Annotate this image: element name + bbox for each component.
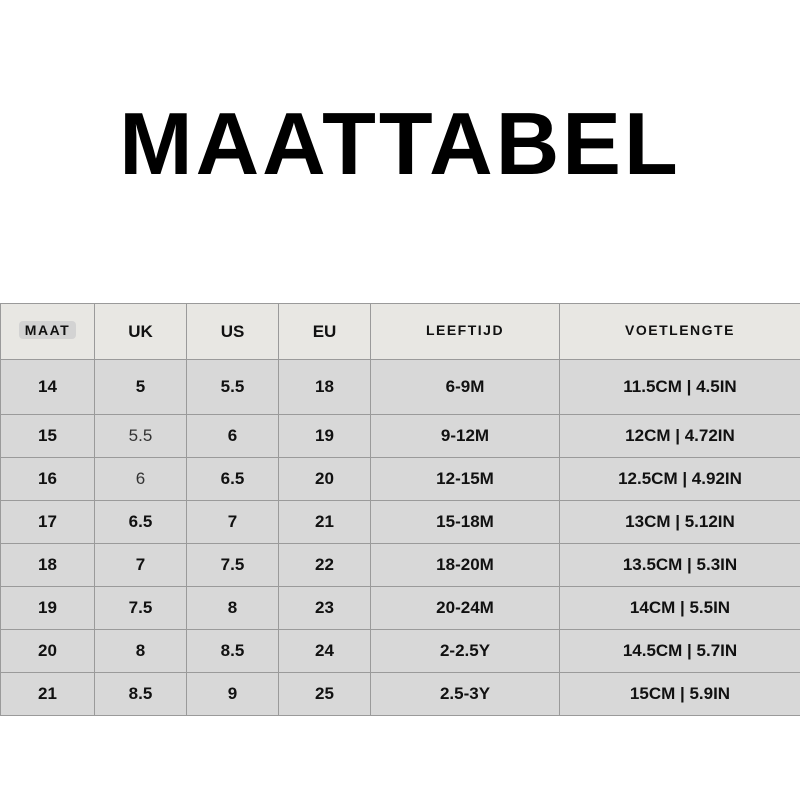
cell-us: 6.5 xyxy=(187,458,279,501)
cell-uk: 7.5 xyxy=(95,587,187,630)
cell-maat: 15 xyxy=(1,415,95,458)
table-row xyxy=(1,458,800,501)
table-row xyxy=(1,630,800,673)
cell-eu: 22 xyxy=(279,544,371,587)
table-header-row xyxy=(1,304,800,360)
cell-eu: 23 xyxy=(279,587,371,630)
table-row xyxy=(1,360,800,415)
cell-eu: 24 xyxy=(279,630,371,673)
cell-voetlengte: 11.5CM | 4.5IN xyxy=(560,360,800,415)
header-voetlengte: VOETLENGTE xyxy=(560,304,800,360)
cell-maat: 17 xyxy=(1,501,95,544)
cell-voetlengte: 14CM | 5.5IN xyxy=(560,587,800,630)
cell-maat: 16 xyxy=(1,458,95,501)
table-row xyxy=(1,673,800,716)
cell-eu: 19 xyxy=(279,415,371,458)
cell-us: 5.5 xyxy=(187,360,279,415)
cell-leeftijd: 2.5-3Y xyxy=(371,673,560,716)
header-maat xyxy=(1,304,95,360)
cell-leeftijd: 9-12M xyxy=(371,415,560,458)
cell-us: 7.5 xyxy=(187,544,279,587)
table-row xyxy=(1,501,800,544)
cell-leeftijd: 12-15M xyxy=(371,458,560,501)
cell-us: 6 xyxy=(187,415,279,458)
cell-leeftijd: 6-9M xyxy=(371,360,560,415)
cell-eu: 21 xyxy=(279,501,371,544)
header-us: US xyxy=(187,304,279,360)
cell-voetlengte: 15CM | 5.9IN xyxy=(560,673,800,716)
cell-leeftijd: 15-18M xyxy=(371,501,560,544)
cell-voetlengte: 12.5CM | 4.92IN xyxy=(560,458,800,501)
cell-us: 9 xyxy=(187,673,279,716)
cell-leeftijd: 20-24M xyxy=(371,587,560,630)
cell-voetlengte: 13.5CM | 5.3IN xyxy=(560,544,800,587)
cell-leeftijd: 18-20M xyxy=(371,544,560,587)
cell-maat: 21 xyxy=(1,673,95,716)
cell-eu: 20 xyxy=(279,458,371,501)
cell-uk: 6.5 xyxy=(95,501,187,544)
cell-uk: 5.5 xyxy=(95,415,187,458)
cell-maat: 14 xyxy=(1,360,95,415)
cell-us: 8 xyxy=(187,587,279,630)
cell-uk: 7 xyxy=(95,544,187,587)
table-row xyxy=(1,587,800,630)
cell-maat: 20 xyxy=(1,630,95,673)
cell-us: 8.5 xyxy=(187,630,279,673)
cell-uk: 8 xyxy=(95,630,187,673)
cell-voetlengte: 13CM | 5.12IN xyxy=(560,501,800,544)
header-uk: UK xyxy=(95,304,187,360)
cell-uk: 5 xyxy=(95,360,187,415)
table-row xyxy=(1,415,800,458)
table-row xyxy=(1,544,800,587)
cell-uk: 6 xyxy=(95,458,187,501)
cell-eu: 25 xyxy=(279,673,371,716)
cell-maat: 19 xyxy=(1,587,95,630)
size-chart-table xyxy=(0,303,800,716)
header-eu: EU xyxy=(279,304,371,360)
cell-voetlengte: 14.5CM | 5.7IN xyxy=(560,630,800,673)
cell-us: 7 xyxy=(187,501,279,544)
page-title: MAATTABEL xyxy=(119,94,681,193)
cell-voetlengte: 12CM | 4.72IN xyxy=(560,415,800,458)
cell-uk: 8.5 xyxy=(95,673,187,716)
cell-maat: 18 xyxy=(1,544,95,587)
cell-eu: 18 xyxy=(279,360,371,415)
header-leeftijd: LEEFTIJD xyxy=(371,304,560,360)
header-maat-label: MAAT xyxy=(19,321,76,339)
cell-leeftijd: 2-2.5Y xyxy=(371,630,560,673)
